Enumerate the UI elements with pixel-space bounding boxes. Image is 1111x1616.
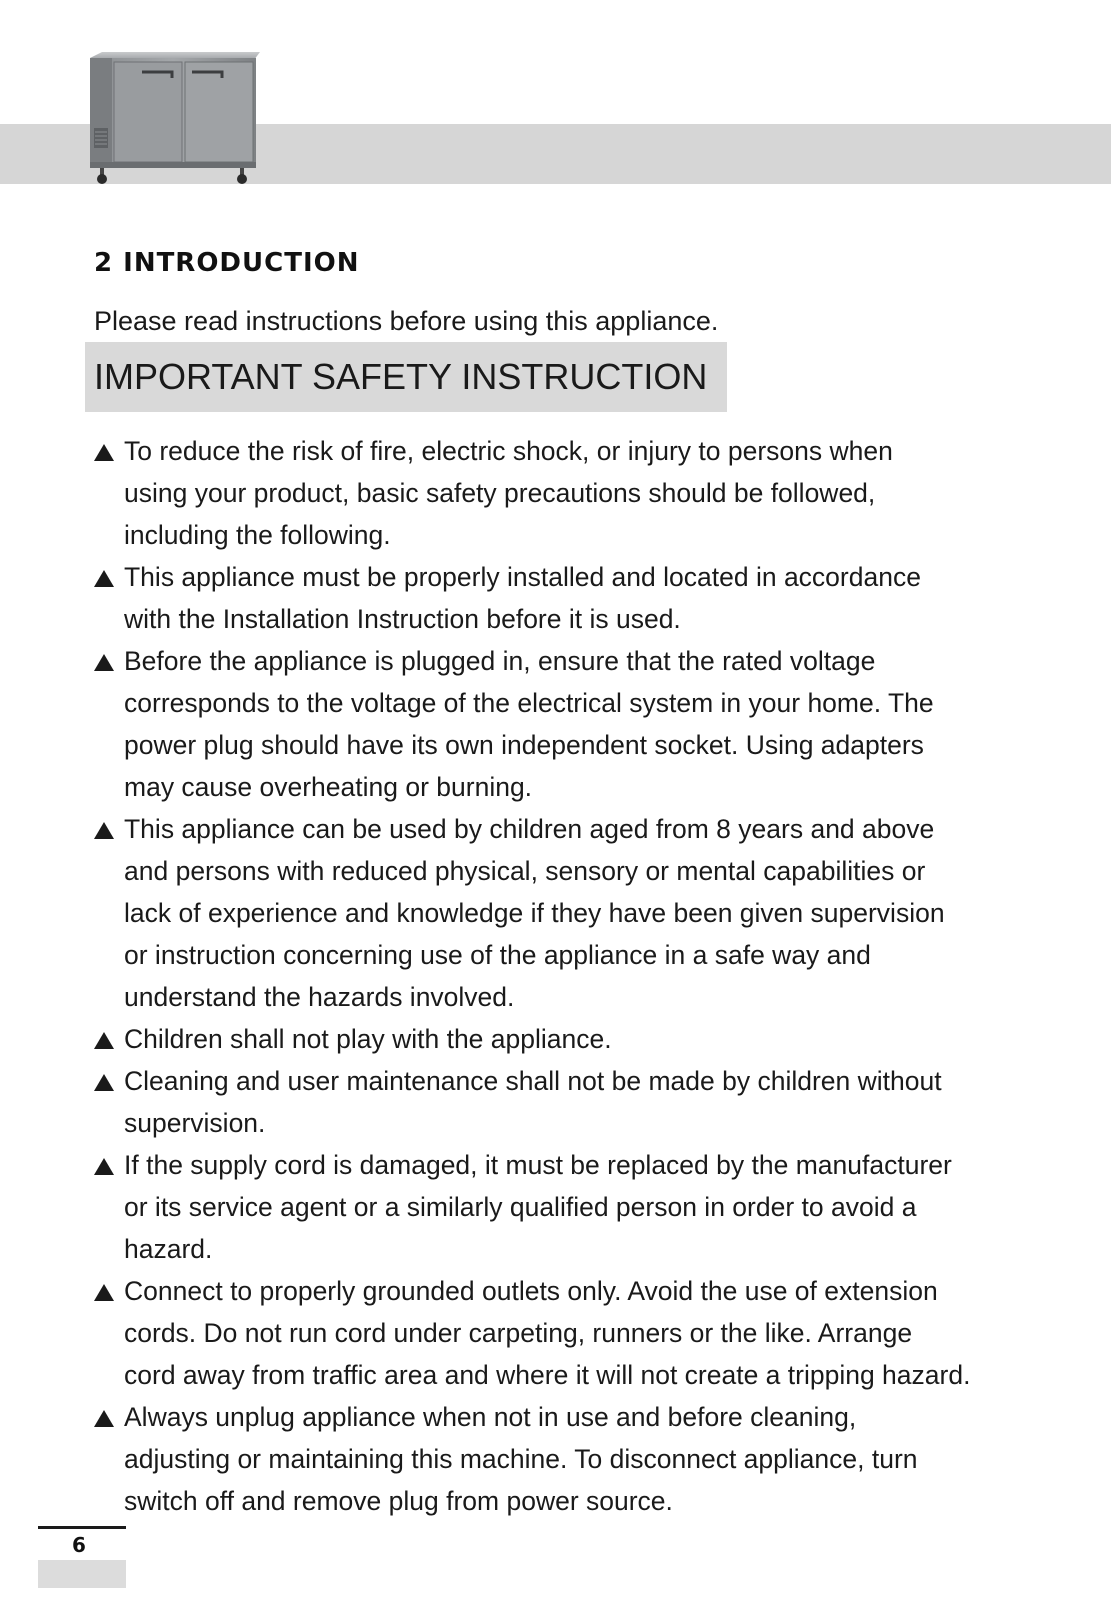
warning-triangle-icon bbox=[94, 444, 114, 461]
list-item bbox=[94, 1270, 1054, 1396]
instruction-text: To reduce the risk of fire, electric shock, or injury to persons when using your product, basic safety precautions should be followed, including the following. bbox=[124, 436, 893, 550]
back-bar-cooler-image bbox=[82, 48, 268, 186]
safety-banner bbox=[85, 342, 727, 412]
list-item bbox=[94, 1396, 1054, 1522]
safety-instruction-list bbox=[94, 430, 1054, 1522]
warning-triangle-icon bbox=[94, 822, 114, 839]
list-item bbox=[94, 808, 1054, 1018]
instruction-text: Cleaning and user maintenance shall not be made by children without supervision. bbox=[124, 1066, 942, 1138]
warning-triangle-icon bbox=[94, 654, 114, 671]
warning-triangle-icon bbox=[94, 1158, 114, 1175]
page-number-rule bbox=[38, 1526, 126, 1529]
page-tab bbox=[38, 1560, 126, 1588]
warning-triangle-icon bbox=[94, 570, 114, 587]
warning-triangle-icon bbox=[94, 1074, 114, 1091]
intro-text: Please read instructions before using this appliance. bbox=[94, 306, 719, 336]
instruction-text: If the supply cord is damaged, it must be replaced by the manufacturer or its service agent or a similarly qualified person in order to avoid a hazard. bbox=[124, 1150, 952, 1264]
warning-triangle-icon bbox=[94, 1410, 114, 1427]
list-item bbox=[94, 430, 1054, 556]
section-heading: 2 INTRODUCTION bbox=[94, 248, 360, 278]
instruction-text: Children shall not play with the appliance. bbox=[124, 1024, 612, 1054]
list-item bbox=[94, 1018, 1054, 1060]
instruction-text: Before the appliance is plugged in, ensure that the rated voltage corresponds to the voltage of the electrical system in your home. The power plug should have its own independent socket. Using adapters may cause overheating or burning. bbox=[124, 646, 934, 802]
instruction-text: This appliance can be used by children aged from 8 years and above and persons with reduced physical, sensory or mental capabilities or lack of experience and knowledge if they have been given supervision or instruction concerning use of the appliance in a safe way and understand the hazards involved. bbox=[124, 814, 945, 1012]
list-item bbox=[94, 556, 1054, 640]
safety-banner-title: IMPORTANT SAFETY INSTRUCTION bbox=[94, 356, 708, 397]
list-item bbox=[94, 1144, 1054, 1270]
page-number: 6 bbox=[72, 1533, 86, 1557]
warning-triangle-icon bbox=[94, 1032, 114, 1049]
instruction-text: Connect to properly grounded outlets only. Avoid the use of extension cords. Do not run cord under carpeting, runners or the like. Arrange cord away from traffic area and where it will not create a tripping hazard. bbox=[124, 1276, 971, 1390]
instruction-text: Always unplug appliance when not in use and before cleaning, adjusting or maintaining this machine. To disconnect appliance, turn switch off and remove plug from power source. bbox=[124, 1402, 918, 1516]
list-item bbox=[94, 1060, 1054, 1144]
instruction-text: This appliance must be properly installed and located in accordance with the Installation Instruction before it is used. bbox=[124, 562, 921, 634]
list-item bbox=[94, 640, 1054, 808]
warning-triangle-icon bbox=[94, 1284, 114, 1301]
